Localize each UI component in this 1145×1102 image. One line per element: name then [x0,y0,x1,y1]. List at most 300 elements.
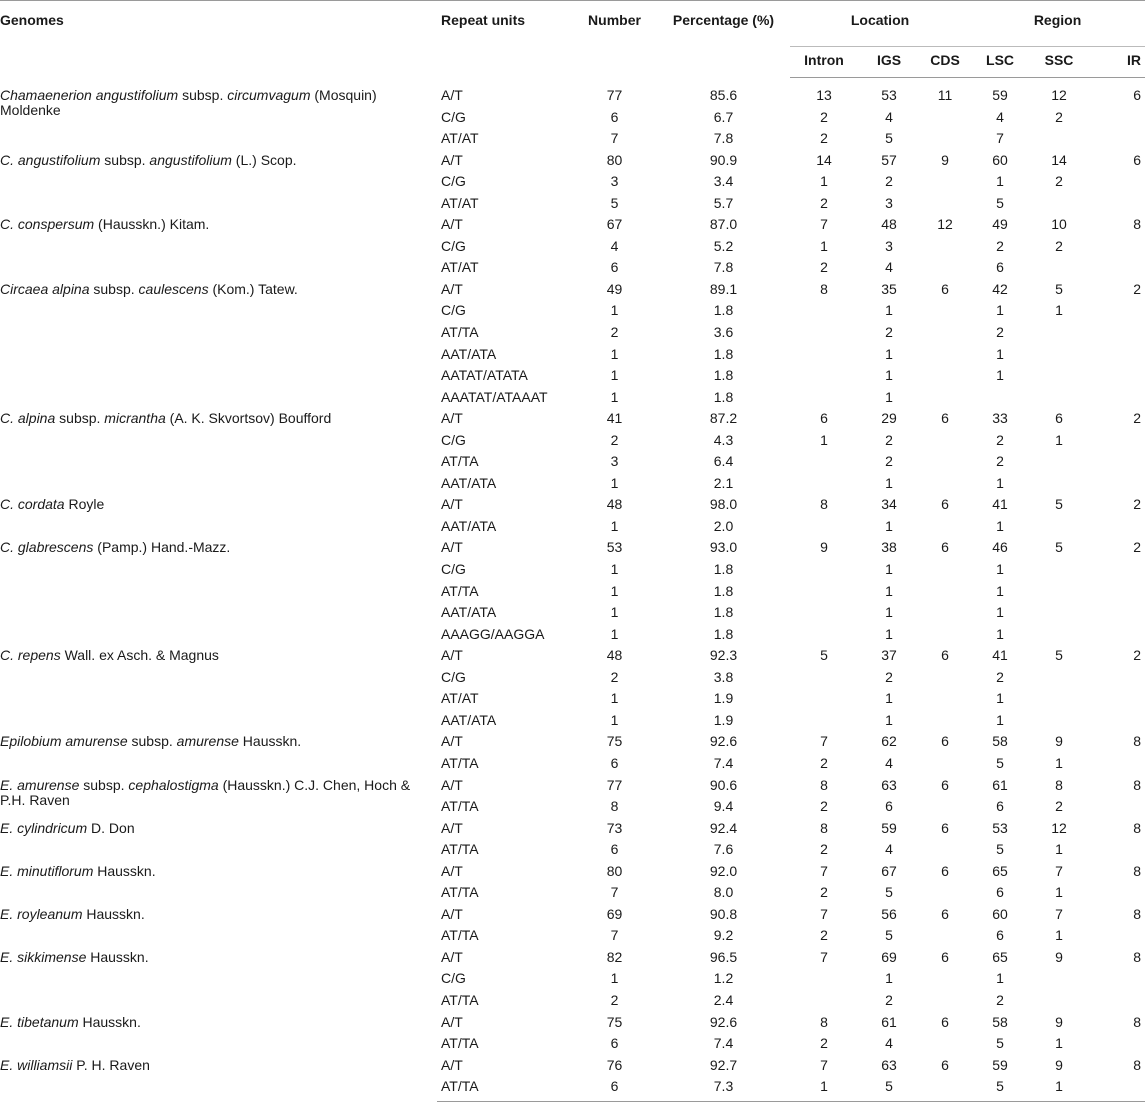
cell-ir [1088,993,1145,1015]
table-row [0,734,1145,756]
cell-intron: 2 [820,194,828,211]
header-igs: IGS [858,47,920,78]
table-row [0,907,1145,929]
cell-igs: 38 [881,539,897,556]
cell-ir [1088,174,1145,196]
cell-repeat-unit: A/T [441,151,463,168]
cell-ssc: 8 [1055,776,1063,793]
cell-ir: 8 [1133,948,1142,965]
cell-percentage: 7.8 [713,130,734,147]
cell-cds [920,325,970,347]
cell-lsc: 2 [996,237,1004,254]
cell-intron: 6 [820,410,828,427]
cell-lsc: 7 [996,130,1004,147]
cell-intron [790,390,858,412]
table-row [0,497,1145,519]
cell-igs: 1 [885,970,893,987]
cell-ir [1088,799,1145,821]
cell-lsc: 5 [970,1079,1030,1101]
cell-cds: 6 [941,905,949,922]
cell-number: 1 [610,345,619,362]
cell-intron: 7 [820,948,828,965]
cell-repeat-unit: A/T [441,733,463,750]
cell-intron [790,325,858,347]
genome-name-rest: Hausskn. [93,862,156,879]
genome-name [0,907,437,950]
cell-cds [920,885,970,907]
genome-name-italic: E. minutiflorum [0,862,94,879]
cell-cds [920,993,970,1015]
cell-ir [1088,260,1145,282]
cell-cds [920,347,970,369]
cell-intron [790,476,858,498]
cell-ssc: 9 [1055,1056,1063,1073]
cell-ir: 2 [1133,539,1142,556]
genome-name-italic: C. conspersum [0,216,95,233]
cell-ssc: 6 [1055,410,1063,427]
cell-lsc: 1 [996,302,1004,319]
cell-ir [1088,713,1145,735]
cell-lsc: 1 [996,173,1004,190]
cell-cds [920,670,970,692]
cell-intron [790,303,858,325]
cell-ssc [1030,260,1088,282]
cell-repeat-unit: AAT/ATA [441,517,497,534]
genome-name-italic: C. angustifolium [0,151,101,168]
cell-intron: 2 [820,927,828,944]
cell-repeat-unit: C/G [441,970,466,987]
genome-name [0,78,437,153]
genome-name-italic: C. glabrescens [0,539,94,556]
cell-cds: 6 [941,776,949,793]
cell-ssc: 1 [1055,302,1063,319]
cell-percentage: 1.8 [713,561,734,578]
cell-number: 7 [610,927,619,944]
genome-name-rest: Hausskn. [86,948,149,965]
cell-number: 1 [610,474,619,491]
cell-percentage: 1.8 [713,388,734,405]
cell-repeat-unit: C/G [441,431,466,448]
cell-ssc: 14 [1051,151,1067,168]
cell-ir: 6 [1133,151,1142,168]
cell-lsc: 2 [996,324,1004,341]
cell-intron [790,519,858,541]
cell-repeat-unit: AAT/ATA [441,474,497,491]
cell-repeat-unit: A/T [441,86,463,103]
cell-percentage: 7.6 [713,841,734,858]
cell-igs: 4 [885,841,893,858]
cell-intron: 2 [820,798,828,815]
cell-cds: 6 [941,948,949,965]
cell-number: 1 [610,604,619,621]
cell-ssc [1030,476,1088,498]
cell-percentage: 1.9 [713,690,734,707]
genome-name-rest: Hausskn. [82,905,145,922]
cell-percentage: 1.8 [713,302,734,319]
cell-number: 4 [610,237,619,254]
cell-lsc: 2 [996,668,1004,685]
cell-percentage: 92.6 [709,733,738,750]
cell-ssc: 12 [1051,819,1067,836]
genome-name-rest: (Hausskn.) C.J. Chen, Hoch & P.H. Raven [0,776,411,808]
cell-lsc [970,390,1030,412]
cell-repeat-unit: AT/TA [441,884,479,901]
cell-ir [1088,390,1145,412]
table-body [0,78,1145,1102]
cell-number: 1 [610,582,619,599]
genome-name [0,734,437,777]
cell-number: 2 [610,324,619,341]
cell-ir [1088,433,1145,455]
header-percentage: Percentage (%) [672,12,775,28]
cell-number: 48 [606,647,623,664]
header-number: Number [588,12,641,28]
cell-cds [920,110,970,132]
cell-repeat-unit: A/T [441,1056,463,1073]
cell-intron: 2 [820,259,828,276]
cell-intron: 8 [820,1013,828,1030]
cell-intron: 2 [820,754,828,771]
cell-percentage: 90.9 [709,151,738,168]
cell-number: 2 [610,431,619,448]
cell-repeat-unit: AAATAT/ATAAAT [441,388,548,405]
cell-ssc [1030,454,1088,476]
cell-lsc: 41 [992,496,1008,513]
genome-name-italic: C. alpina [0,410,56,427]
cell-cds: 6 [941,1013,949,1030]
cell-lsc: 46 [992,539,1008,556]
genome-name-italic: E. royleanum [0,905,83,922]
cell-cds [920,519,970,541]
cell-lsc: 6 [996,884,1004,901]
cell-percentage: 8.0 [713,884,734,901]
cell-repeat-unit: C/G [441,108,466,125]
cell-intron [790,562,858,584]
cell-intron: 7 [820,216,828,233]
cell-ir: 2 [1133,280,1142,297]
cell-repeat-unit: A/T [441,905,463,922]
cell-lsc: 5 [996,754,1004,771]
table-row [0,153,1145,175]
genome-name-italic: Circaea alpina [0,280,90,297]
header-lsc: LSC [970,47,1030,78]
cell-ir [1088,454,1145,476]
cell-ir [1088,756,1145,778]
header-intron: Intron [790,47,858,78]
cell-igs: 59 [881,819,897,836]
genome-name-italic: C. cordata [0,496,65,513]
genome-name-italic: E. williamsii [0,1056,73,1073]
cell-lsc: 59 [992,1056,1008,1073]
cell-ssc: 2 [1055,173,1063,190]
header-location: Location [790,1,970,47]
cell-repeat-unit: AT/AT [441,194,479,211]
cell-intron [790,368,858,390]
genome-name [0,950,437,1015]
cell-igs: 67 [881,862,897,879]
cell-lsc: 5 [996,194,1004,211]
cell-cds: 9 [941,151,949,168]
genome-name-mid: subsp. [127,733,177,750]
cell-repeat-unit: A/T [441,539,463,556]
cell-percentage: 7.4 [713,1035,734,1052]
cell-lsc: 58 [992,1013,1008,1030]
cell-percentage: 7.3 [657,1079,790,1101]
cell-ssc [1030,347,1088,369]
cell-number: 77 [606,86,623,103]
cell-igs: 5 [885,884,893,901]
genome-name-rest: Royle [64,496,105,513]
header-ir: IR [1088,47,1145,78]
header-region: Region [970,1,1145,47]
cell-repeat-unit: C/G [441,173,466,190]
cell-cds: 12 [937,216,953,233]
cell-percentage: 93.0 [709,539,738,556]
table-row [0,864,1145,886]
genome-name-italic2: caulescens [138,280,209,297]
cell-cds: 6 [941,733,949,750]
cell-intron: 7 [820,905,828,922]
cell-repeat-unit: AT/TA [441,754,479,771]
cell-repeat-unit: AAT/ATA [441,345,497,362]
cell-cds [920,562,970,584]
cell-cds [920,1036,970,1058]
genome-name-mid: subsp. [178,86,228,103]
cell-igs: 2 [885,991,893,1008]
genome-name-italic: Epilobium amurense [0,733,128,750]
cell-ssc: 7 [1055,905,1063,922]
cell-ir [1088,562,1145,584]
cell-percentage: 89.1 [709,280,738,297]
cell-number: 6 [610,1035,619,1052]
cell-intron: 1 [820,237,828,254]
cell-percentage: 92.0 [709,862,738,879]
cell-ir: 8 [1133,733,1142,750]
cell-lsc: 41 [992,647,1008,664]
cell-ir [1088,476,1145,498]
cell-number: 77 [606,776,623,793]
cell-ssc: 1 [1055,927,1063,944]
cell-ssc: 1 [1030,1079,1088,1101]
cell-ir: 8 [1133,1056,1142,1073]
cell-lsc: 1 [996,474,1004,491]
cell-number: 1 [610,711,619,728]
cell-lsc: 1 [996,690,1004,707]
cell-percentage: 92.4 [709,819,738,836]
cell-cds: 6 [941,539,949,556]
cell-lsc: 2 [996,991,1004,1008]
cell-igs: 1 [885,345,893,362]
cell-number: 80 [606,862,623,879]
cell-igs: 1 [885,367,893,384]
cell-number: 3 [610,173,619,190]
cell-ssc [1030,390,1088,412]
cell-percentage: 7.4 [713,754,734,771]
cell-cds: 6 [941,819,949,836]
cell-ir: 8 [1133,905,1142,922]
cell-igs: 1 [885,517,893,534]
cell-ssc [1030,131,1088,153]
cell-ssc [1030,519,1088,541]
genome-name-mid: subsp. [100,151,150,168]
cell-intron: 9 [820,539,828,556]
cell-ssc: 7 [1055,862,1063,879]
cell-repeat-unit: AT/TA [441,841,479,858]
cell-cds [920,368,970,390]
cell-number: 75 [606,1013,623,1030]
cell-ssc: 1 [1055,754,1063,771]
cell-ir: 8 [1133,862,1142,879]
cell-number: 6 [610,108,619,125]
cell-number: 41 [606,410,623,427]
cell-percentage: 1.2 [713,970,734,987]
cell-repeat-unit: AT/TA [441,991,479,1008]
cell-intron: 2 [820,108,828,125]
cell-ssc [1030,196,1088,218]
cell-igs: 63 [881,776,897,793]
cell-lsc: 1 [996,604,1004,621]
cell-cds: 6 [941,862,949,879]
cell-percentage: 90.6 [709,776,738,793]
cell-repeat-unit: AT/TA [437,1079,572,1101]
cell-cds [920,928,970,950]
cell-repeat-unit: C/G [441,668,466,685]
cell-lsc: 6 [996,798,1004,815]
genome-name [0,497,437,540]
cell-lsc: 5 [996,1035,1004,1052]
cell-ssc [1030,691,1088,713]
cell-igs: 3 [885,194,893,211]
cell-percentage: 7.8 [713,259,734,276]
cell-lsc: 6 [996,259,1004,276]
cell-intron: 8 [820,776,828,793]
cell-igs: 53 [881,87,897,103]
genome-name-italic2: micrantha [104,410,166,427]
cell-number: 53 [606,539,623,556]
table-row [0,540,1145,562]
cell-percentage: 92.7 [709,1056,738,1073]
table-row [0,282,1145,304]
cell-percentage: 9.4 [713,798,734,815]
cell-cds: 6 [941,496,949,513]
cell-number: 1 [610,561,619,578]
genome-name-italic2: amurense [176,733,239,750]
cell-intron: 13 [816,87,832,103]
cell-intron [790,971,858,993]
cell-cds [920,476,970,498]
cell-cds [920,260,970,282]
cell-igs: 5 [885,927,893,944]
cell-intron [790,670,858,692]
genome-name [0,540,437,648]
table-row [0,950,1145,972]
cell-percentage: 1.8 [713,345,734,362]
genome-name-italic: E. sikkimense [0,948,87,965]
cell-intron: 2 [820,130,828,147]
cell-ir: 2 [1133,496,1142,513]
cell-repeat-unit: AAT/ATA [441,711,497,728]
cell-lsc: 4 [996,108,1004,125]
cell-number: 6 [610,841,619,858]
cell-percentage: 3.4 [713,173,734,190]
cell-ir [1088,971,1145,993]
genome-name [0,864,437,907]
cell-number: 73 [606,819,623,836]
genome-name-mid: subsp. [55,410,105,427]
cell-percentage: 3.6 [713,324,734,341]
genome-name-italic: E. cylindricum [0,819,88,836]
cell-lsc: 1 [996,582,1004,599]
cell-igs: 37 [881,647,897,664]
cell-igs: 1 [885,561,893,578]
table-row [0,1015,1145,1037]
cell-intron: 1 [790,1079,858,1101]
cell-ir [1088,131,1145,153]
cell-repeat-unit: C/G [441,561,466,578]
cell-ssc: 9 [1055,948,1063,965]
cell-cds: 6 [941,1056,949,1073]
cell-igs: 1 [885,690,893,707]
cell-repeat-unit: AT/TA [441,927,479,944]
cell-ssc [1030,368,1088,390]
cell-igs: 2 [885,453,893,470]
cell-lsc: 61 [992,776,1008,793]
cell-lsc: 60 [992,151,1008,168]
cell-intron: 1 [820,173,828,190]
cell-igs: 69 [881,948,897,965]
cell-lsc: 1 [996,517,1004,534]
cell-cds [920,196,970,218]
cell-cds [920,842,970,864]
cell-igs: 2 [885,668,893,685]
cell-ir [1088,670,1145,692]
cell-ir: 8 [1133,216,1142,233]
cell-lsc: 42 [992,280,1008,297]
cell-percentage: 4.3 [713,431,734,448]
cell-repeat-unit: AT/AT [441,690,479,707]
cell-igs: 6 [885,798,893,815]
cell-repeat-unit: A/T [441,862,463,879]
cell-igs: 1 [885,474,893,491]
cell-lsc: 1 [996,561,1004,578]
cell-percentage: 1.8 [713,604,734,621]
cell-cds [920,971,970,993]
genome-name-rest: (Pamp.) Hand.-Mazz. [93,539,231,556]
cell-igs: 4 [885,754,893,771]
cell-ssc: 5 [1055,647,1063,664]
cell-igs: 57 [881,151,897,168]
cell-ssc [1030,713,1088,735]
cell-number: 8 [610,798,619,815]
cell-igs: 1 [885,388,893,405]
cell-ir [1088,303,1145,325]
cell-intron: 8 [820,819,828,836]
cell-intron: 2 [820,884,828,901]
cell-igs: 1 [885,582,893,599]
cell-ir [1088,239,1145,261]
table-row [0,648,1145,670]
cell-ir [1088,605,1145,627]
cell-percentage: 2.4 [713,991,734,1008]
genome-name-rest: (Mosquin) Moldenke [0,86,377,118]
cell-percentage: 92.3 [709,647,738,664]
cell-lsc: 1 [996,625,1004,642]
cell-percentage: 5.7 [713,194,734,211]
cell-repeat-unit: C/G [441,237,466,254]
cell-repeat-unit: A/T [441,410,463,427]
cell-repeat-unit: A/T [441,819,463,836]
genome-name-rest: (L.) Scop. [231,151,297,168]
